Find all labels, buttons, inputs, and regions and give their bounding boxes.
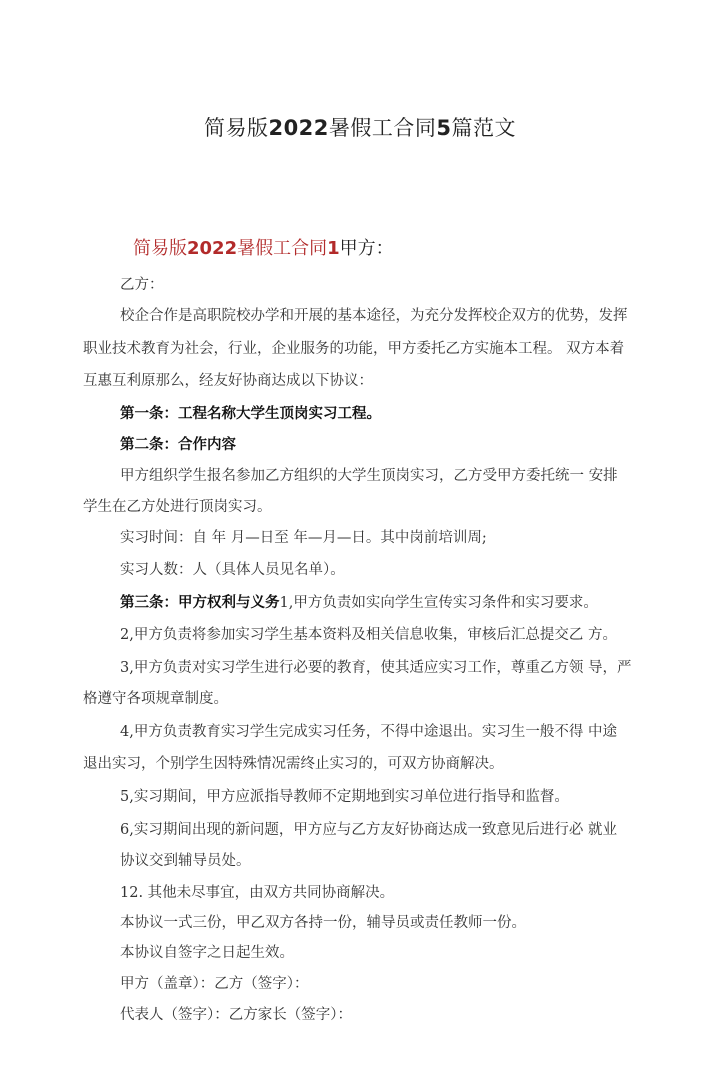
party-a-label: 甲方： [339, 238, 394, 259]
signature-line-1: 甲方（盖章）：乙方（签字）： [120, 976, 309, 992]
article-3-item-1: 1,甲方负责如实向学生宣传实习条件和实习要求。 [279, 595, 598, 611]
party-b-label: 乙方： [120, 277, 164, 293]
heading-text-1: 简易版 [133, 238, 187, 259]
article-3-item-3-line-1: 3,甲方负责对实习学生进行必要的教育，使其适应实习工作，尊重乙方领 导，严 [120, 660, 632, 676]
article-3-item-5: 5,实习期间，甲方应派指导教师不定期地到实习单位进行指导和监督。 [120, 789, 569, 805]
copies-clause: 本协议一式三份，甲乙双方各持一份，辅导员或责任教师一份。 [120, 915, 526, 931]
internship-count: 实习人数：人（具体人员见名单）。 [120, 562, 345, 578]
article-2: 第二条：合作内容 [120, 436, 236, 453]
intro-line-1: 校企合作是高职院校办学和开展的基本途径，为充分发挥校企双方的优势，发挥 [120, 308, 628, 324]
title-text-2: 暑假工合同 [328, 116, 437, 140]
article-3-item-4-line-2: 退出实习，个别学生因特殊情况需终止实习的，可双方协商解决。 [83, 756, 504, 772]
article-3-item-6-line-1: 6,实习期间出现的新问题，甲方应与乙方友好协商达成一致意见后进行必 就业 [120, 822, 617, 838]
article-3-item-2: 2,甲方负责将参加实习学生基本资料及相关信息收集，审核后汇总提交乙 方。 [120, 627, 617, 643]
article-3-item-4-line-1: 4,甲方负责教育实习学生完成实习任务，不得中途退出。实习生一般不得 中途 [120, 724, 617, 740]
article-3-heading: 第三条：甲方权利与义务 [120, 594, 280, 611]
section-heading [133, 234, 394, 260]
intro-line-3: 互惠互利原那么，经友好协商达成以下协议： [83, 373, 373, 389]
effective-clause: 本协议自签字之日起生效。 [120, 945, 294, 961]
title-text-1: 简易版 [203, 116, 269, 140]
title-count: 5 [436, 116, 452, 140]
article-1: 第一条：工程名称大学生顶岗实习工程。 [120, 405, 381, 422]
title-text-3: 篇范文 [451, 116, 517, 140]
title-year: 2022 [268, 116, 329, 140]
intro-line-2: 职业技术教育为社会，行业，企业服务的功能，甲方委托乙方实施本工程。 双方本着 [83, 341, 625, 357]
document-title [0, 112, 720, 142]
article-3-item-12: 12. 其他未尽事宜，由双方共同协商解决。 [120, 885, 395, 901]
heading-text-2: 暑假工合同 [237, 238, 328, 259]
heading-year: 2022 [187, 238, 238, 259]
internship-time: 实习时间：自 年 月—日至 年—月—日。其中岗前培训周; [120, 530, 487, 546]
article-3-item-3-line-2: 格遵守各项规章制度。 [83, 691, 228, 707]
article-3 [83, 587, 680, 620]
article-3-item-6-line-2: 协议交到辅导员处。 [120, 853, 251, 869]
cooperation-line-1: 甲方组织学生报名参加乙方组织的大学生顶岗实习，乙方受甲方委托统一 安排 [120, 468, 618, 484]
signature-line-2: 代表人（签字）：乙方家长（签字）： [120, 1007, 352, 1023]
heading-number: 1 [327, 238, 340, 259]
cooperation-line-2: 学生在乙方处进行顶岗实习。 [83, 499, 272, 515]
